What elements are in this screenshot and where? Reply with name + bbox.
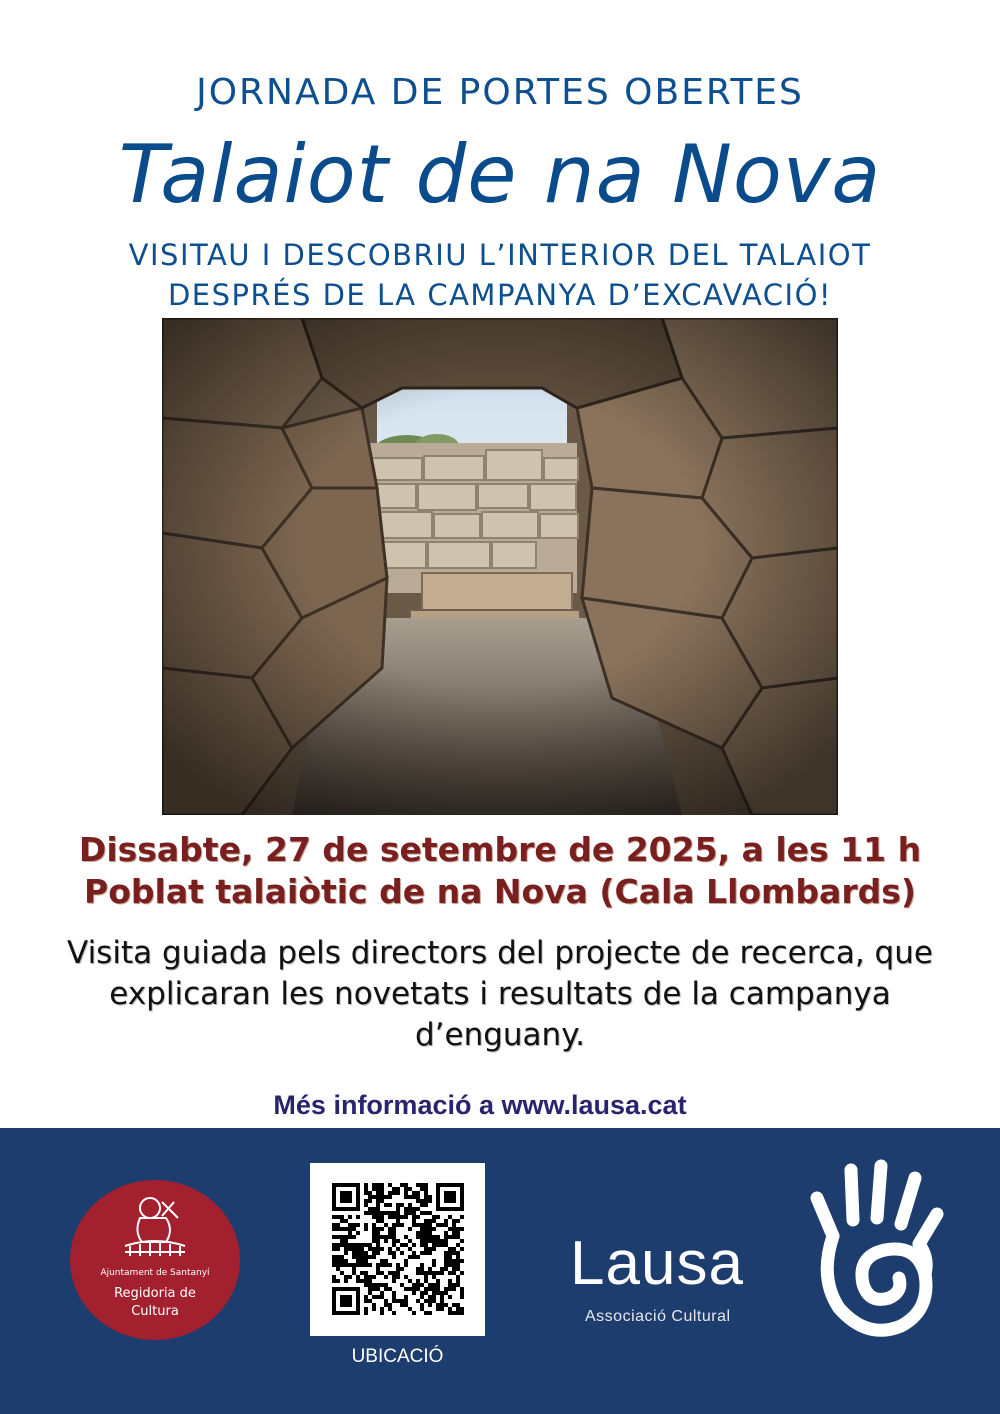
council-coat-of-arms-icon: [70, 1180, 240, 1270]
event-date: Dissabte, 27 de setembre de 2025, a les 11 h: [78, 830, 922, 869]
subtitle-line-1: VISITAU I DESCOBRIU L’INTERIOR DEL TALAIOT: [128, 238, 872, 272]
council-name: Ajuntament de Santanyí: [100, 1268, 210, 1278]
more-info-link[interactable]: Més informació a www.lausa.cat: [273, 1090, 687, 1120]
poster-title: Talaiot de na Nova: [118, 128, 882, 221]
event-location: Poblat talaiòtic de na Nova (Cala Llombards): [84, 872, 916, 911]
hand-spiral-logo-icon: [805, 1158, 950, 1348]
council-seal: [70, 1180, 240, 1340]
qr-code-icon: [310, 1163, 485, 1336]
council-department: Regidoria de Cultura: [114, 1286, 196, 1319]
location-qr-code[interactable]: [310, 1163, 485, 1336]
talaiot-interior-photo: [162, 318, 838, 815]
event-description: Visita guiada pels directors del projecte de recerca, que explicaran les novetats i resultats de la campanya d’enguany.: [67, 935, 933, 1053]
association-logo-wordmark: Lausa: [570, 1229, 744, 1298]
event-heading: JORNADA DE PORTES OBERTES: [196, 72, 804, 113]
qr-caption: UBICACIÓ: [351, 1346, 444, 1367]
association-tagline: Associació Cultural: [585, 1308, 731, 1325]
subtitle-line-2: DESPRÉS DE LA CAMPANYA D’EXCAVACIÓ!: [167, 278, 833, 312]
